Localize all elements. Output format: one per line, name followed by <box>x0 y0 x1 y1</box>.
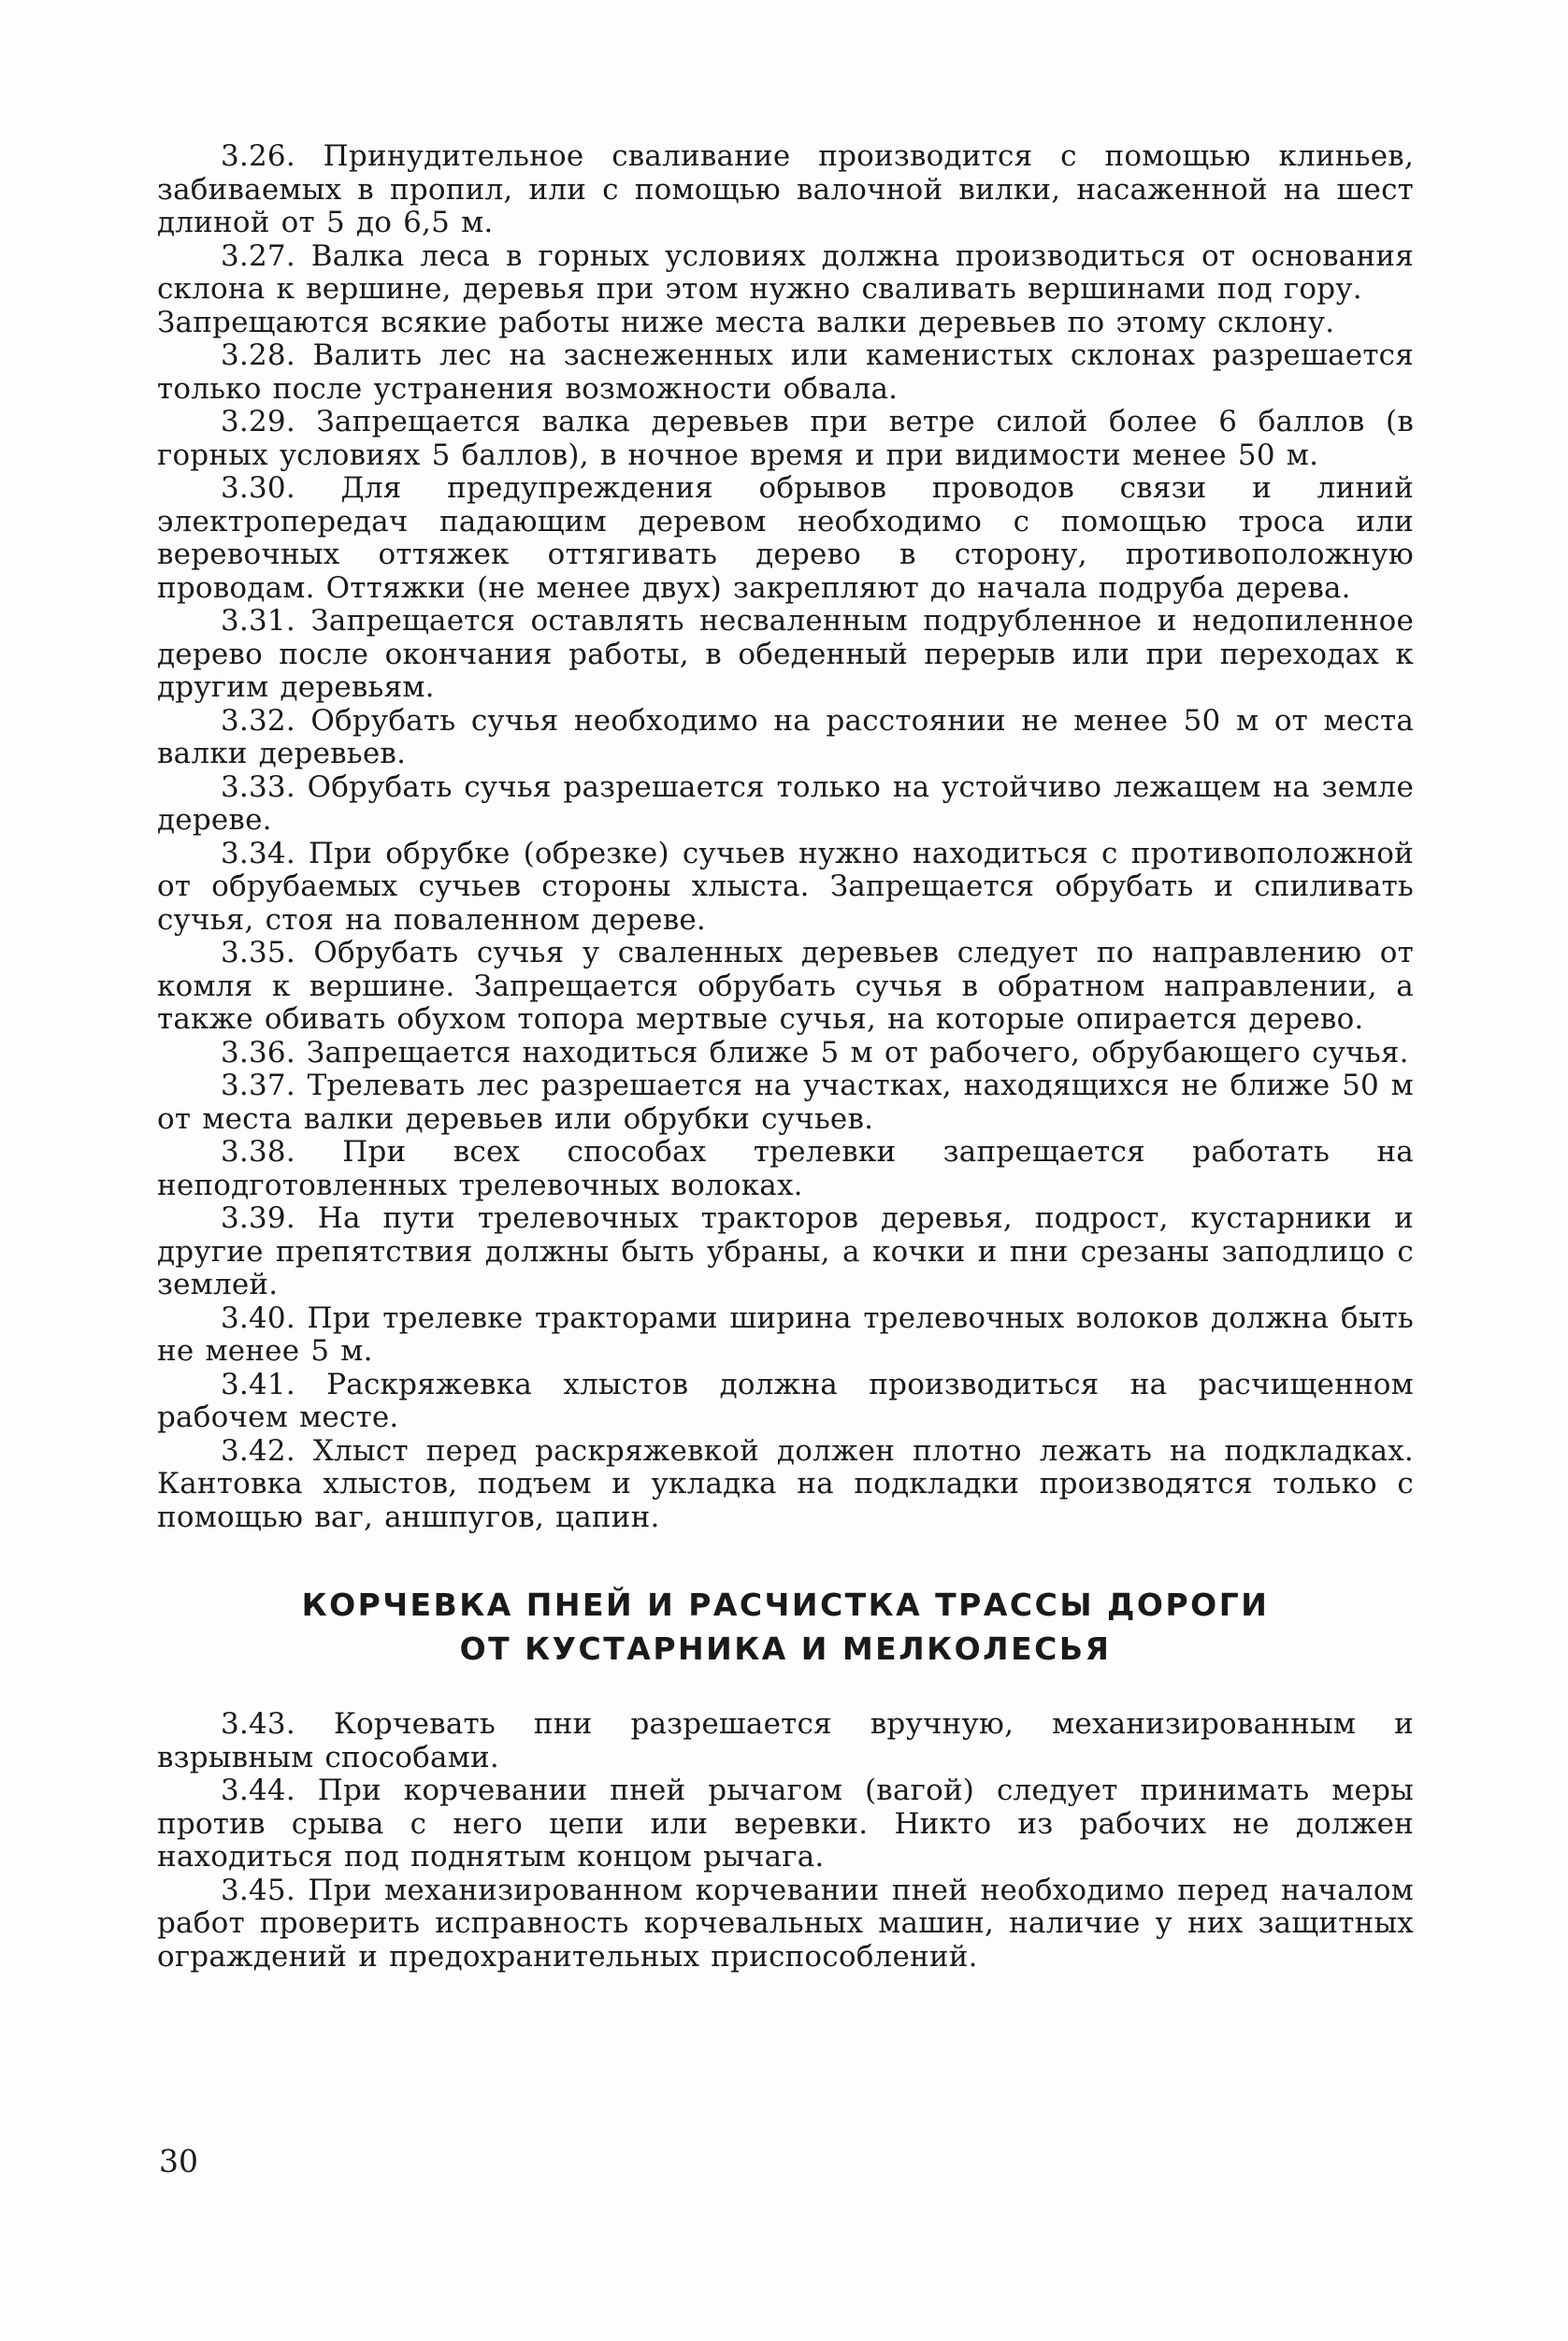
paragraph-3-42: 3.42. Хлыст перед раскряжевкой должен плотно лежать на подкладках. Кантовка хлыстов, подъем и укладка на подкладки производятся только с помощью ваг, аншпугов, цапин. <box>157 1433 1414 1534</box>
paragraph-3-36: 3.36. Запрещается находиться ближе 5 м от рабочего, обрубающего сучья. <box>221 1035 1409 1070</box>
paragraph-3-35: 3.35. Обрубать сучья у сваленных деревьев следует по направлению от комля к вершине. Запрещается обрубать сучья в обратном направлении, а также обивать обухом топора мертвые сучья, на которые опирается дерево. <box>157 936 1414 1036</box>
paragraph-3-43: 3.43. Корчевать пни разрешается вручную, механизированным и взрывным способами. <box>157 1707 1414 1774</box>
paragraph-3-44: 3.44. При корчевании пней рычагом (вагой) следует принимать меры против срыва с него цепи или веревки. Никто из рабочих не должен находиться под поднятым концом рычага. <box>157 1774 1414 1874</box>
paragraph-3-41: 3.41. Раскряжевка хлыстов должна производиться на расчищенном рабочем месте. <box>157 1367 1414 1434</box>
page-content <box>157 140 1414 1974</box>
paragraph-3-38: 3.38. При всех способах трелевки запрещается работать на неподготовленных трелевочных волоках. <box>157 1135 1414 1202</box>
paragraph-3-33: 3.33. Обрубать сучья разрешается только на устойчиво лежащем на земле дереве. <box>157 769 1414 837</box>
page-number: 30 <box>159 2143 198 2179</box>
paragraph-3-29: 3.29. Запрещается валка деревьев при ветре силой более 6 баллов (в горных условиях 5 баллов), в ночное время и при видимости менее 50 м. <box>157 405 1414 472</box>
paragraph-3-27: 3.27. Валка леса в горных условиях должна производиться от основания склона к вершине, деревья при этом нужно сваливать вершинами под гору. <box>157 238 1414 306</box>
section-heading <box>157 1583 1414 1671</box>
paragraph-3-26: 3.26. Принудительное сваливание производится с помощью клиньев, забиваемых в пропил, или с помощью валочной вилки, насаженной на шест длиной от 5 до 6,5 м. <box>157 139 1414 239</box>
paragraph-3-34: 3.34. При обрубке (обрезке) сучьев нужно находиться с противоположной от обрубаемых сучьев стороны хлыста. Запрещается обрубать и спиливать сучья, стоя на поваленном дереве. <box>157 836 1414 937</box>
paragraph-3-39: 3.39. На пути трелевочных тракторов деревья, подрост, кустарники и другие препятствия должны быть убраны, а кочки и пни срезаны заподлицо с землей. <box>157 1201 1414 1301</box>
paragraph-3-40: 3.40. При трелевке тракторами ширина трелевочных волоков должна быть не менее 5 м. <box>157 1300 1414 1368</box>
section-heading-line-1: КОРЧЕВКА ПНЕЙ И РАСЧИСТКА ТРАССЫ ДОРОГИ <box>301 1587 1270 1623</box>
paragraph-3-27-continuation: Запрещаются всякие работы ниже места валки деревьев по этому склону. <box>157 305 1335 339</box>
paragraph-3-45: 3.45. При механизированном корчевании пней необходимо перед началом работ проверить исправность корчевальных машин, наличие у них защитных ограждений и предохранительных приспособлений. <box>157 1873 1414 1974</box>
paragraph-3-32: 3.32. Обрубать сучья необходимо на расстоянии не менее 50 м от места валки деревьев. <box>157 703 1414 770</box>
paragraph-3-31: 3.31. Запрещается оставлять несваленным подрубленное и недопиленное дерево после окончания работы, в обеденный перерыв или при переходах к другим деревьям. <box>157 604 1414 704</box>
section-heading-line-2: ОТ КУСТАРНИКА И МЕЛКОЛЕСЬЯ <box>459 1630 1112 1667</box>
paragraph-3-28: 3.28. Валить лес на заснеженных или каменистых склонах разрешается только после устранения возможности обвала. <box>157 338 1414 406</box>
paragraph-3-30: 3.30. Для предупреждения обрывов проводов связи и линий электропередач падающим деревом необходимо с помощью троса или веревочных оттяжек оттягивать дерево в сторону, противоположную проводам. Оттяжки (не менее двух) закрепляют до начала подруба дерева. <box>157 471 1414 605</box>
paragraph-3-37: 3.37. Трелевать лес разрешается на участках, находящихся не ближе 50 м от места валки деревьев или обрубки сучьев. <box>157 1069 1414 1136</box>
